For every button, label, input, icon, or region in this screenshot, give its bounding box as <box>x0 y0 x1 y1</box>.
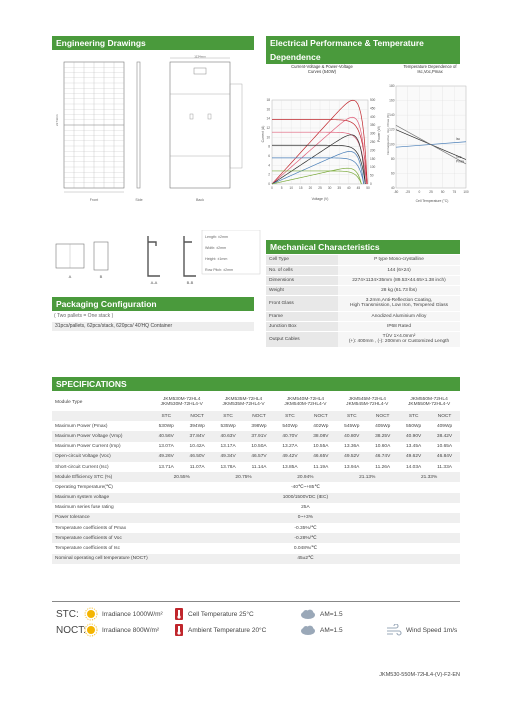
iv-y-tick: 2 <box>268 172 270 177</box>
model-code: JKM535M-72HL4 <box>224 397 263 402</box>
spec-value: 13.36A <box>336 442 367 452</box>
spec-model-name <box>213 393 275 411</box>
spec-common-value: 1000/1500VDC (IEC) <box>151 493 460 503</box>
mechanical-key: Frame <box>266 311 338 321</box>
spec-model-name <box>151 393 213 411</box>
model-code-v: JKM535M-72HL4-V <box>222 402 265 407</box>
spec-row-label: Operating Temperature(℃) <box>52 482 151 492</box>
spec-row-label: Module Efficiency STC (%) <box>52 472 151 482</box>
spec-value: 37.91V <box>244 431 275 441</box>
spec-common-row <box>52 523 460 533</box>
spec-value: 13.85A <box>274 462 305 472</box>
tolerance-row-pitch: Row Pitch: ±2mm <box>205 268 234 272</box>
spec-row <box>52 442 460 452</box>
spec-row-label: Maximum series fuse rating <box>52 503 151 513</box>
mechanical-value: 28 kg (61.73 lbs) <box>338 285 460 295</box>
iv-y-tick: 0 <box>268 182 270 186</box>
iv-y-tick: 14 <box>266 116 270 121</box>
iv-y-tick: 16 <box>266 107 270 112</box>
electrical-performance-header: Electrical Performance & Temperature Dependence <box>266 36 460 64</box>
iv-chart <box>256 76 386 206</box>
tolerance-height: Height: ±1mm <box>205 257 228 261</box>
back-view <box>170 55 242 189</box>
mechanical-value: IP68 Rated <box>338 321 460 331</box>
iv-y2-tick: 400 <box>370 114 376 119</box>
mechanical-value: 144 (6×24) <box>338 265 460 275</box>
stc-header: STC <box>274 411 305 421</box>
temp-x-tick: 75 <box>452 190 457 194</box>
stc-label: STC: <box>56 608 79 620</box>
spec-value: 13.45A <box>398 442 429 452</box>
spec-row <box>52 421 460 431</box>
mechanical-row <box>266 295 460 311</box>
spec-common-row <box>52 493 460 503</box>
iv-y-tick: 18 <box>266 98 270 102</box>
spec-row-label: Temperature coefficients of Isc <box>52 543 151 553</box>
temp-y-tick: 80 <box>390 156 395 161</box>
mechanical-value-line: (+): 400mm , (-): 200mm or Customized Length <box>348 339 450 344</box>
spec-common-value: 45±2℃ <box>151 554 460 564</box>
iv-y2-tick: 200 <box>370 148 376 153</box>
noct-conditions <box>56 622 460 638</box>
iv-x-tick: 15 <box>299 186 303 190</box>
spec-row-label: Maximum Power Voltage (Vmp) <box>52 431 151 441</box>
spec-model-name <box>274 393 336 411</box>
spec-value: 49.52V <box>336 452 367 462</box>
noct-header: NOCT <box>182 411 213 421</box>
mechanical-row <box>266 255 460 265</box>
stc-header: STC <box>336 411 367 421</box>
iv-y2-tick: 500 <box>370 98 376 102</box>
spec-value: 40.80V <box>336 431 367 441</box>
iv-xlabel: Voltage (V) <box>311 197 329 201</box>
spec-row-label: Power tolerance <box>52 513 151 523</box>
spec-value: 13.78A <box>213 462 244 472</box>
mechanical-row <box>266 285 460 295</box>
spec-value: 40.70V <box>274 431 305 441</box>
mechanical-value-line: 3.2mm,Anti-Reflection Coating, <box>365 298 433 303</box>
spec-value: 49.34V <box>213 452 244 462</box>
spec-efficiency-row <box>52 472 460 482</box>
mechanical-value <box>338 295 460 311</box>
spec-value: 10.50A <box>244 442 275 452</box>
noct-irradiance: Irradiance 800W/m² <box>102 626 160 634</box>
detail-b-label: B <box>99 274 103 279</box>
iv-ylabel: Current (A) <box>261 125 265 143</box>
mechanical-key: Dimensions <box>266 275 338 285</box>
spec-value: 398Wp <box>244 421 275 431</box>
tolerance-length: Length: ±2mm <box>205 235 228 239</box>
spec-value: 402Wp <box>305 421 336 431</box>
mechanical-row <box>266 321 460 331</box>
model-code-v: JKM530M-72HL4-V <box>160 402 203 407</box>
spec-value: 49.26V <box>151 452 182 462</box>
mechanical-value: Anodized Aluminium Alloy <box>338 311 460 321</box>
noct-wind: Wind Speed 1m/s <box>406 626 458 634</box>
noct-header: NOCT <box>367 411 398 421</box>
spec-value: 13.17A <box>213 442 244 452</box>
temp-y-tick: 100 <box>389 142 395 147</box>
temp-x-tick: 25 <box>429 190 433 194</box>
spec-common-value: 0.048%/℃ <box>151 543 460 553</box>
cloud-icon <box>300 624 316 636</box>
noct-ambient-temp: Ambient Temperature 20°C <box>188 626 267 634</box>
iv-chart-title: Current-Voltage & Power-Voltage Curves (540W) <box>291 64 353 74</box>
mechanical-row <box>266 275 460 285</box>
mechanical-value: P type Mono-crystalline <box>338 255 460 265</box>
panel-drawings <box>52 54 254 204</box>
spec-value: 49.62V <box>398 452 429 462</box>
front-view <box>64 62 124 188</box>
engineering-drawings-header: Engineering Drawings <box>52 36 254 50</box>
spec-value: 40.56V <box>151 431 182 441</box>
packaging-header: Packaging Configuration <box>52 297 254 311</box>
spec-value: 405Wp <box>367 421 398 431</box>
iv-y2-tick: 450 <box>370 106 376 111</box>
temp-x-tick: -25 <box>405 190 410 194</box>
spec-value: 37.84V <box>182 431 213 441</box>
thermometer-icon <box>174 623 184 637</box>
spec-value: 46.65V <box>305 452 336 462</box>
spec-row-label: Temperature coefficients of Pmax <box>52 523 151 533</box>
spec-value: 11.19A <box>305 462 336 472</box>
mechanical-row <box>266 265 460 275</box>
mechanical-header: Mechanical Characteristics <box>266 240 460 254</box>
temp-x-tick: 0 <box>418 190 421 194</box>
spec-value: 11.26A <box>367 462 398 472</box>
stc-conditions <box>56 606 460 622</box>
spec-value: 13.94A <box>336 462 367 472</box>
mechanical-key: Output Cables <box>266 331 338 347</box>
spec-value: 10.60A <box>367 442 398 452</box>
temp-x-tick: 100 <box>463 190 469 194</box>
model-code-v: JKM545M-72HL4-V <box>346 402 389 407</box>
spec-value: 10.55A <box>305 442 336 452</box>
iv-x-tick: 20 <box>308 186 313 190</box>
mechanical-row <box>266 331 460 347</box>
detail-a-label: A <box>68 274 72 279</box>
back-label: Back <box>196 198 204 202</box>
mechanical-key: Junction Box <box>266 321 338 331</box>
iv-y2-tick: 250 <box>370 140 376 144</box>
spec-row-label: Nominal operating cell temperature (NOCT) <box>52 554 151 564</box>
noct-header: NOCT <box>244 411 275 421</box>
temp-x-tick: -50 <box>393 190 399 194</box>
model-code-v: JKM550M-72HL4-V <box>408 402 451 407</box>
model-code: JKM530M-72HL4 <box>163 397 201 402</box>
sun-icon <box>84 607 98 621</box>
spec-value: 535Wp <box>213 421 244 431</box>
spec-efficiency-value: 20.94% <box>274 472 336 482</box>
spec-row-label: Maximum Power Current (Imp) <box>52 442 151 452</box>
stc-header: STC <box>398 411 429 421</box>
divider <box>52 601 460 602</box>
spec-row-label: Temperature coefficients of Voc <box>52 533 151 543</box>
spec-row-label: Open-circuit Voltage (Voc) <box>52 452 151 462</box>
iv-y-tick: 8 <box>268 144 270 149</box>
temp-xlabel: Cell Temperature (°C) <box>415 199 449 203</box>
spec-common-row <box>52 482 460 492</box>
iv-x-tick: 10 <box>289 186 293 190</box>
temp-y-tick: 40 <box>390 186 395 190</box>
spec-common-row <box>52 513 460 523</box>
temp-series-label: Pmax <box>456 159 465 164</box>
spec-value: 540Wp <box>274 421 305 431</box>
spec-common-value: -0.28%/℃ <box>151 533 460 543</box>
width-dimension: 1134mm <box>194 54 206 59</box>
spec-model-name <box>398 393 460 411</box>
spec-common-value: -40℃~+85℃ <box>151 482 460 492</box>
mechanical-value: 2274×1134×35mm (89.53×44.65×1.38 inch) <box>338 275 460 285</box>
mechanical-key: Cell Type <box>266 255 338 265</box>
spec-value: 14.03A <box>398 462 429 472</box>
spec-row-label: Short-circuit Current (Isc) <box>52 462 151 472</box>
spec-efficiency-value: 20.55% <box>151 472 213 482</box>
spec-common-value: 25A <box>151 503 460 513</box>
noct-header: NOCT <box>305 411 336 421</box>
detail-bb-label: B-B <box>186 280 194 285</box>
spec-value: 38.08V <box>305 431 336 441</box>
noct-am: AM=1.5 <box>320 626 343 634</box>
iv-y2-tick: 0 <box>370 182 372 186</box>
iv-x-tick: 30 <box>327 186 332 190</box>
temp-series-label: Isc <box>456 137 461 142</box>
mechanical-value-line: TÜV 1×4.0mm² <box>382 334 416 339</box>
length-dimension: 2274mm <box>55 114 59 126</box>
noct-header: NOCT <box>429 411 460 421</box>
side-view <box>137 62 140 188</box>
spec-value: 10.42A <box>182 442 213 452</box>
spec-row <box>52 431 460 441</box>
mechanical-value <box>338 331 460 347</box>
mechanical-row <box>266 311 460 321</box>
spec-value: 38.42V <box>429 431 460 441</box>
iv-x-tick: 40 <box>347 186 351 190</box>
model-code-v: JKM540M-72HL4-V <box>284 402 327 407</box>
wind-icon <box>386 624 402 636</box>
spec-value: 10.65A <box>429 442 460 452</box>
front-label: Front <box>89 198 99 202</box>
spec-value: 530Wp <box>151 421 182 431</box>
spec-value: 13.27A <box>274 442 305 452</box>
spec-row-label: Maximum Power (Pmax) <box>52 421 151 431</box>
spec-value: 49.42V <box>274 452 305 462</box>
spec-common-row <box>52 543 460 553</box>
spec-model-name <box>336 393 398 411</box>
packaging-text: 31pcs/pallets, 62pcs/stack, 620pcs/ 40'HQ Container <box>52 322 254 331</box>
temp-y-tick: 180 <box>389 84 395 88</box>
model-code: JKM540M-72HL4 <box>286 397 325 402</box>
iv-x-tick: 0 <box>271 186 273 190</box>
mechanical-key: No. of cells <box>266 265 338 275</box>
spec-value: 11.33A <box>429 462 460 472</box>
iv-y2-tick: 350 <box>370 123 376 128</box>
temp-chart <box>386 80 470 206</box>
iv-ylabel-right: Power (W) <box>377 125 381 143</box>
iv-y2-tick: 100 <box>370 165 376 170</box>
iv-x-tick: 35 <box>337 186 341 190</box>
model-code: JKM545M-72HL4 <box>348 397 386 402</box>
temp-ylabel: Normalized Isc, Voc, Pmax (%) <box>386 113 390 155</box>
sun-icon <box>84 623 98 637</box>
spec-row <box>52 462 460 472</box>
temp-y-tick: 120 <box>389 127 395 132</box>
iv-y-tick: 6 <box>268 154 270 158</box>
spec-value: 550Wp <box>398 421 429 431</box>
specifications-header: SPECIFICATIONS <box>52 377 460 391</box>
spec-empty-cell <box>52 411 151 421</box>
spec-common-row <box>52 503 460 513</box>
footer-model-code: JKM530-550M-72HL4-(V)-F2-EN <box>379 672 460 678</box>
iv-y2-tick: 50 <box>370 173 374 178</box>
packaging-subtitle: ( Two pallets = One stack ) <box>54 313 114 319</box>
iv-x-tick: 5 <box>280 186 283 190</box>
iv-x-tick: 25 <box>318 186 322 190</box>
mechanical-key: Front Glass <box>266 295 338 311</box>
detail-drawings <box>52 230 262 288</box>
iv-y-tick: 4 <box>268 163 270 168</box>
stc-irradiance: Irradiance 1000W/m² <box>102 610 163 618</box>
thermometer-icon <box>174 607 184 621</box>
noct-label: NOCT: <box>56 624 86 636</box>
spec-value: 545Wp <box>336 421 367 431</box>
spec-model-row <box>52 393 460 411</box>
tolerance-width: Width: ±2mm <box>205 246 227 250</box>
detail-aa-label: A-A <box>150 280 158 285</box>
engineering-drawings <box>52 54 254 204</box>
iv-x-tick: 50 <box>366 186 370 190</box>
iv-y-tick: 10 <box>266 135 270 140</box>
iv-y-tick: 12 <box>266 126 270 130</box>
spec-value: 40.63V <box>213 431 244 441</box>
spec-value: 46.84V <box>429 452 460 462</box>
spec-value: 40.90V <box>398 431 429 441</box>
temp-x-tick: 50 <box>440 190 445 194</box>
stc-header: STC <box>151 411 182 421</box>
stc-cell-temp: Cell Temperature 25°C <box>188 610 254 618</box>
side-label: Side <box>135 198 143 202</box>
spec-value: 38.25V <box>367 431 398 441</box>
spec-value: 11.07A <box>182 462 213 472</box>
mechanical-key: Weight <box>266 285 338 295</box>
spec-value: 46.57V <box>244 452 275 462</box>
stc-am: AM=1.5 <box>320 610 343 618</box>
stc-header: STC <box>213 411 244 421</box>
temp-chart-title: Temperature Dependence of Isc,Voc,Pmax <box>403 64 457 74</box>
spec-value: 13.71A <box>151 462 182 472</box>
spec-value: 394Wp <box>182 421 213 431</box>
spec-value: 46.74V <box>367 452 398 462</box>
spec-common-row <box>52 533 460 543</box>
spec-common-value: 0~+3% <box>151 513 460 523</box>
iv-y2-tick: 150 <box>370 156 376 161</box>
mechanical-value-line: High Transmission, Low Iron, Tempered Glass <box>349 303 449 308</box>
spec-stc-noct-row <box>52 411 460 421</box>
spec-value: 11.14A <box>244 462 275 472</box>
spec-value: 46.50V <box>182 452 213 462</box>
spec-model-label: Module Type <box>52 393 151 411</box>
temp-y-tick: 160 <box>389 98 395 103</box>
iv-y2-tick: 300 <box>370 131 376 136</box>
temp-y-tick: 60 <box>390 171 395 176</box>
mechanical-table <box>266 255 460 348</box>
iv-x-tick: 45 <box>356 186 361 190</box>
cloud-icon <box>300 608 316 620</box>
spec-efficiency-value: 21.33% <box>398 472 460 482</box>
spec-value: 409Wp <box>429 421 460 431</box>
spec-row-label: Maximum system voltage <box>52 493 151 503</box>
spec-common-value: -0.35%/℃ <box>151 523 460 533</box>
spec-efficiency-value: 20.75% <box>213 472 275 482</box>
spec-common-row <box>52 554 460 564</box>
spec-value: 13.07A <box>151 442 182 452</box>
temp-y-tick: 140 <box>389 113 395 118</box>
specifications-table <box>52 393 460 564</box>
temp-series-label: Voc <box>456 155 462 160</box>
model-code: JKM550M-72HL4 <box>410 397 448 402</box>
spec-row <box>52 452 460 462</box>
spec-efficiency-value: 21.13% <box>336 472 398 482</box>
